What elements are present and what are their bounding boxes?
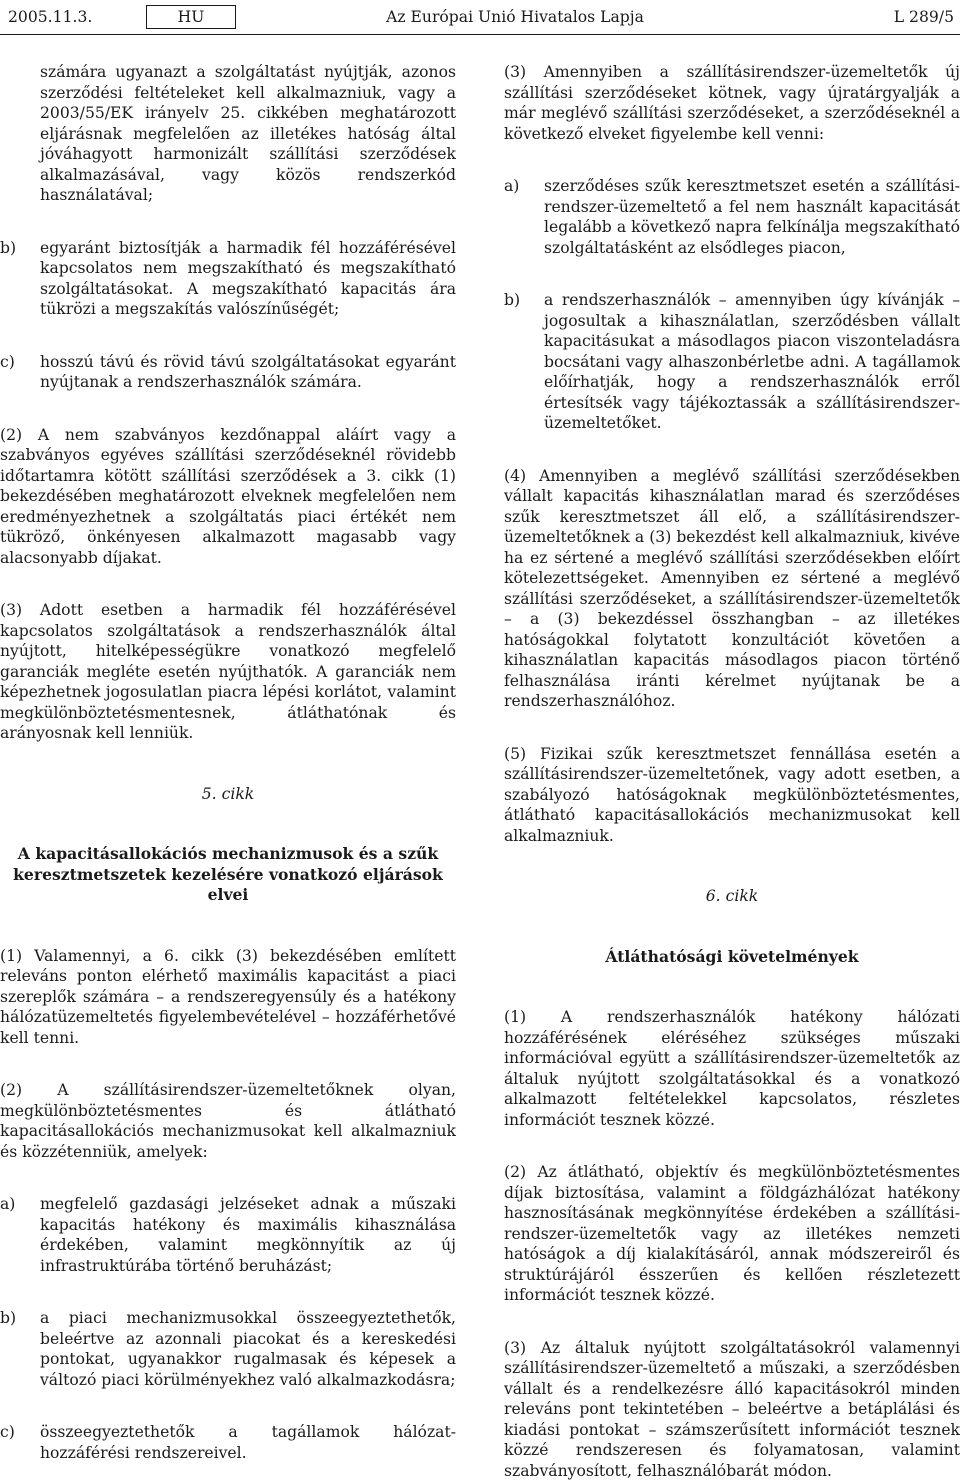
item-text: összeegyeztethetők a tagállamok hálózat-hozzáférési rendszereivel.	[40, 1422, 456, 1463]
article-5-heading: 5. cikk	[0, 784, 456, 805]
article-5-title: A kapacitásallokációs mechanizmusok és a szűk keresztmetszetek kezelésére vonatkozó eljárások elvei	[0, 844, 456, 906]
page-number: L 289/5	[834, 7, 954, 28]
item-label: a)	[504, 176, 544, 258]
item-label: c)	[0, 1422, 40, 1463]
page-header	[0, 0, 960, 34]
intro-paragraph: számára ugyanazt a szolgáltatást nyújtják, azonos szerződési feltételeket kell alkalmazniuk, vagy a 2003/55/EK irányelv 25. cikkében meghatározott eljárásnak megfelelően az illetékes hatóság által jóváhagyott harmonizált szállítási szerződések alkalmazásával, vagy közös rendszerkód használatával;	[0, 62, 456, 206]
list-item-a	[0, 1194, 456, 1276]
left-column	[0, 62, 456, 1463]
list-item-c	[0, 1422, 456, 1463]
paragraph-3: (3) Amennyiben a szállításirendszer-üzemeltetők új szállítási szerződéseket kötnek, vagy újratárgyalják a már meglévő szállítási szerződéseket, a szerződéseknél a következő elveket figyelembe kell venni:	[504, 62, 960, 144]
item-label: a)	[0, 1194, 40, 1276]
article-5-paragraph-1: (1) Valamennyi, a 6. cikk (3) bekezdésében említett releváns ponton elérhető maximális kapacitást a piaci szereplők számára – a rendszeregyensúly és a hatékony hálózatüzemeltetés figyelembevételével – hozzáférhetővé kell tenni.	[0, 946, 456, 1049]
item-label: c)	[0, 352, 40, 393]
item-text: egyaránt biztosítják a harmadik fél hozzáférésével kapcsolatos nem megszakítható és megszakítható szolgáltatásokat. A megszakítható kapacitás ára tükrözi a megszakítás valószínűségét;	[40, 238, 456, 320]
item-text: megfelelő gazdasági jelzéseket adnak a műszaki kapacitás hatékony és maximális kihasználása érdekében, valamint megkönnyítik az új infrastruktúrába történő beruházást;	[40, 1194, 456, 1276]
article-6-paragraph-3: (3) Az általuk nyújtott szolgáltatásokról valamennyi szállításirendszer-üzemeltető a műszaki, a szerződésben vállalt és a rendelkezésre álló kapacitásokról minden releváns pont tekintetében – beleértve a betáplálási és kiadási pontokat – számszerűsített információt tesznek közzé rendszeresen és folyamatosan, valamint szabványosított, felhasználóbarát módon.	[504, 1338, 960, 1481]
item-text: a piaci mechanizmusokkal összeegyeztethetők, beleértve az azonnali piacokat és a kereskedési pontokat, ugyanakkor rugalmasak és képesek a változó piaci körülményekhez való alkalmazkodásra;	[40, 1308, 456, 1390]
item-text: a rendszerhasználók – amennyiben úgy kívánják – jogosultak a kihasználatlan, szerződésben vállalt kapacitásukat a másodlagos piacon viszonteladásra bocsátani vagy alhaszonbérletbe adni. A tagállamok előírhatják, hogy a rendszerhasználók erről értesítsék vagy tájékoztassák a szállításirendszer-üzemeltetőket.	[544, 290, 960, 434]
item-text: szerződéses szűk keresztmetszet esetén a szállításirendszer-üzemeltető a fel nem használt kapacitását legalább a következő napra felkínálja megszakítható szolgáltatásként az elsődleges piacon,	[544, 176, 960, 258]
article-6-title: Átláthatósági követelmények	[504, 947, 960, 968]
list-item-b	[504, 290, 960, 434]
item-label: b)	[504, 290, 544, 434]
right-column	[504, 62, 960, 1481]
item-label: b)	[0, 238, 40, 320]
journal-title: Az Európai Unió Hivatalos Lapja	[236, 7, 834, 28]
list-item-c	[0, 352, 456, 393]
paragraph-3: (3) Adott esetben a harmadik fél hozzáférésével kapcsolatos szolgáltatások a rendszerhasználók által nyújtott, hitelképességükre vonatkozó megfelelő garanciák megléte esetén nyújthatók. A garanciák nem képezhetnek jogosulatlan piacra lépési korlátot, valamint megkülönböztetésmentesnek, átláthatónak és arányosnak kell lenniük.	[0, 600, 456, 744]
language-code: HU	[146, 5, 236, 29]
list-item-b	[0, 238, 456, 320]
list-item-a	[504, 176, 960, 258]
list-item-b	[0, 1308, 456, 1390]
article-6-paragraph-2: (2) Az átlátható, objektív és megkülönböztetésmentes díjak biztosítása, valamint a földgázhálózat hatékony hasznosításának megkönnyítése érdekében a szállításirendszer-üzemeltetők vagy az illetékes nemzeti hatóságok a díj kialakításáról, annak módszereiről és struktúrájáról ésszerűen és kellően részletezett információt tesznek közzé.	[504, 1162, 960, 1306]
header-rule	[0, 34, 960, 35]
article-6-paragraph-1: (1) A rendszerhasználók hatékony hálózati hozzáférésének eléréséhez szükséges műszaki információval együtt a szállításirendszer-üzemeltetők az általuk nyújtott szolgáltatásokkal és a vonatkozó alkalmazott feltételekkel kapcsolatos, részletes információt tesznek közzé.	[504, 1007, 960, 1130]
item-text: hosszú távú és rövid távú szolgáltatásokat egyaránt nyújtanak a rendszerhasználók számára.	[40, 352, 456, 393]
publication-date: 2005.11.3.	[8, 7, 128, 28]
paragraph-5: (5) Fizikai szűk keresztmetszet fennállása esetén a szállításirendszer-üzemeltetőnek, vagy adott esetben, a szabályozó hatóságoknak megkülönböztetésmentes, átlátható kapacitásallokációs mechanizmusokat kell alkalmazniuk.	[504, 744, 960, 847]
paragraph-2: (2) A nem szabványos kezdőnappal aláírt vagy a szabványos egyéves szállítási szerződéseknél rövidebb időtartamra kötött szállítási szerződések a 3. cikk (1) bekezdésében meghatározott elveknek megfelelően nem eredményezhetnek a szolgáltatás piaci értékét nem tükröző, önkényesen alkalmazott magasabb vagy alacsonyabb díjakat.	[0, 425, 456, 569]
paragraph-4: (4) Amennyiben a meglévő szállítási szerződésekben vállalt kapacitás kihasználatlan marad és szerződéses szűk keresztmetszet áll elő, a szállításirendszer-üzemeltetőknek a (3) bekezdést kell alkalmazniuk, kivéve ha ez sértené a meglévő szállítási szerződésekben előírt kötelezettségeket. Amennyiben ez sértené a meglévő szállítási szerződéseket, a szállításirendszer-üzemeltetők – a (3) bekezdéssel összhangban – az illetékes hatóságokkal folytatott konzultációt követően a kihasználatlan kapacitás másodlagos piacon történő felhasználása iránti kérelmet nyújtanak be a rendszerhasználóhoz.	[504, 466, 960, 712]
item-label: b)	[0, 1308, 40, 1390]
article-5-paragraph-2: (2) A szállításirendszer-üzemeltetőknek olyan, megkülönböztetésmentes és átlátható kapacitásallokációs mechanizmusokat kell alkalmazniuk és közzétenniük, amelyek:	[0, 1080, 456, 1162]
article-6-heading: 6. cikk	[504, 886, 960, 907]
